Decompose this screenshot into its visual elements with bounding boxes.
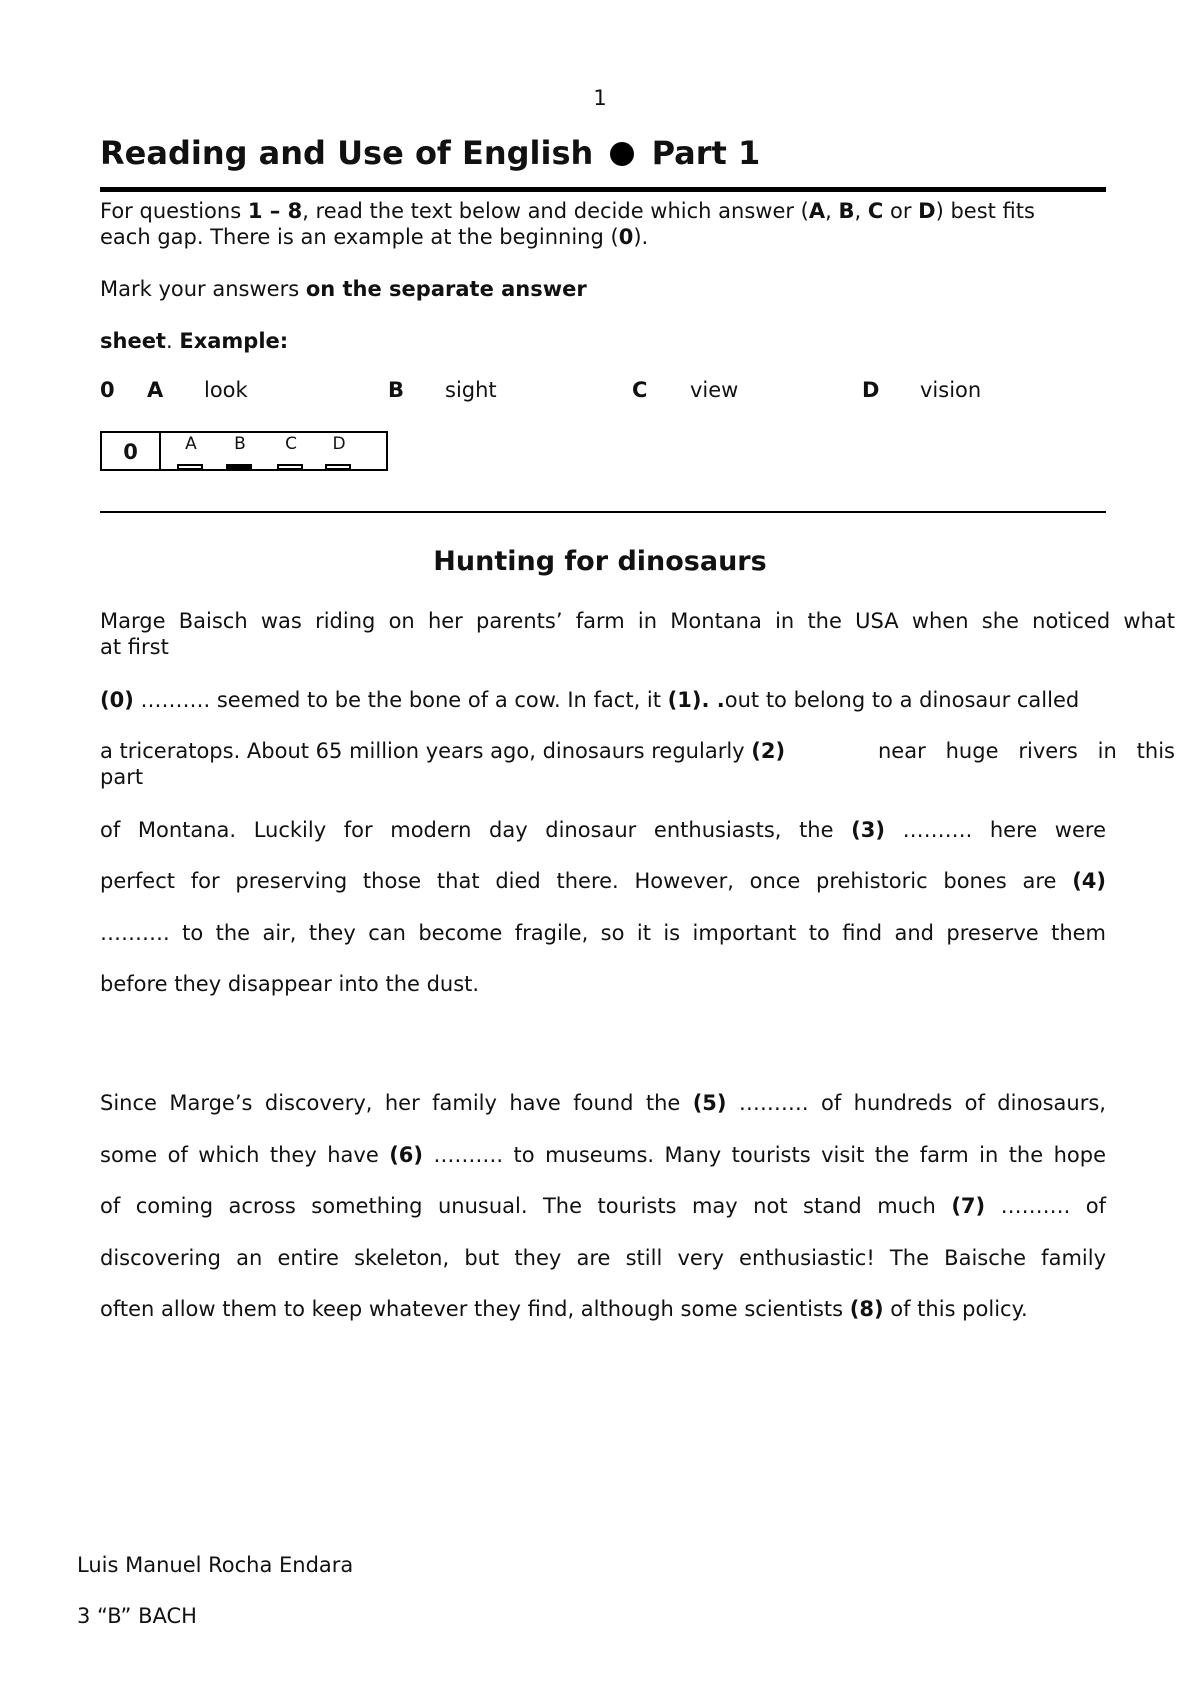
answer-box-letter-a: A [185,434,197,454]
text-line-2: at first [100,635,169,659]
option-b-letter: B [388,378,405,402]
text-line-12: discovering an entire skeleton, but they are still very enthusiastic! The Baische family [100,1246,1106,1270]
example-answer-box [100,431,388,471]
page-number: 1 [593,86,607,110]
option-c-word: view [690,378,739,402]
text-line-10: some of which they have (6) ………. to museums. Many tourists visit the farm in the hope [100,1143,1106,1167]
instructions-line-1: For questions 1 – 8, read the text below and decide which answer (A, B, C or D) best fits [100,199,1035,223]
page-title [100,134,760,172]
option-a-word: look [204,378,248,402]
answer-box-mark-a [177,464,203,470]
answer-box-mark-d [325,464,351,470]
text-line-1: Marge Baisch was riding on her parents’ farm in Montana in the USA when she noticed what [100,609,1175,633]
example-label-line: sheet. Example: [100,329,289,353]
answer-box-number: 0 [102,433,161,469]
text-heading: Hunting for dinosaurs [433,546,767,577]
example-number: 0 [100,378,115,402]
section-divider [100,511,1106,513]
text-line-4: a triceratops. About 65 million years ago, dinosaurs regularly (2) near huge rivers in this [100,739,1175,763]
text-line-3: (0) ………. seemed to be the bone of a cow. In fact, it (1). .out to belong to a dinosaur called [100,688,1080,712]
answer-box-mark-b [226,464,252,470]
text-line-8: before they disappear into the dust. [100,972,480,996]
text-line-6: perfect for preserving those that died there. However, once prehistoric bones are (4) [100,869,1106,893]
title-right: Part 1 [651,134,761,172]
text-line-13: often allow them to keep whatever they find, although some scientists (8) of this policy. [100,1297,1028,1321]
title-left: Reading and Use of English [100,134,594,172]
option-b-word: sight [445,378,497,402]
example-options [100,378,1000,408]
answer-box-letter-b: B [234,434,246,454]
mark-answers-line: Mark your answers on the separate answer [100,277,587,301]
option-d-word: vision [920,378,982,402]
answer-box-letter-d: D [332,434,346,454]
answer-box-letter-c: C [285,434,297,454]
bullet-icon [610,142,634,166]
option-a-letter: A [147,378,164,402]
text-line-7: ………. to the air, they can become fragile, so it is important to find and preserve them [100,921,1106,945]
student-class: 3 “B” BACH [77,1604,197,1628]
text-line-9: Since Marge’s discovery, her family have found the (5) ………. of hundreds of dinosaurs, [100,1091,1106,1115]
instructions-line-2: each gap. There is an example at the beginning (0). [100,225,649,249]
title-divider [100,187,1106,192]
text-line-5: of Montana. Luckily for modern day dinosaur enthusiasts, the (3) ………. here were [100,818,1106,842]
student-name: Luis Manuel Rocha Endara [77,1553,354,1577]
answer-box-mark-c [277,464,303,470]
option-d-letter: D [862,378,880,402]
text-line-11: of coming across something unusual. The tourists may not stand much (7) ………. of [100,1194,1106,1218]
option-c-letter: C [632,378,648,402]
text-line-4b: part [100,765,144,789]
instructions [100,198,1035,250]
